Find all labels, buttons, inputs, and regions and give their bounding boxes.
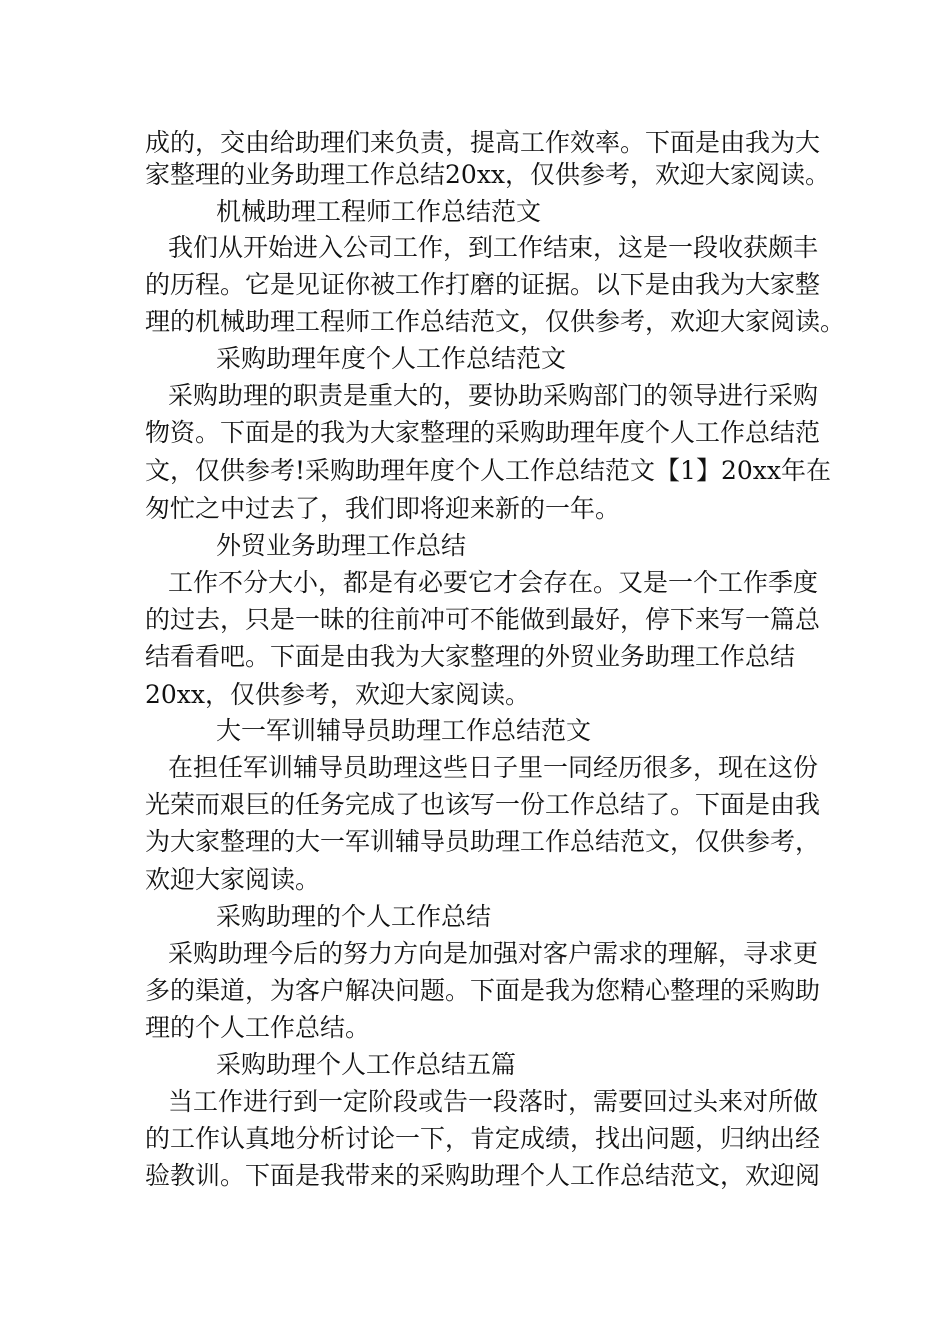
body-text-line: 成的，交由给助理们来负责，提高工作效率。下面是由我为大 [145,128,821,157]
body-text-line: 结看看吧。下面是由我为大家整理的外贸业务助理工作总结 [145,642,796,671]
body-text-line: 文，仅供参考!采购助理年度个人工作总结范文【1】20xx年在 [145,456,831,485]
body-text-line: 为大家整理的大一军训辅导员助理工作总结范文，仅供参考， [145,827,821,856]
section-heading: 外贸业务助理工作总结 [216,531,467,560]
body-text-line: 20xx，仅供参考，欢迎大家阅读。 [145,680,531,709]
body-text-line: 光荣而艰巨的任务完成了也该写一份工作总结了。下面是由我 [145,790,821,819]
body-text-line: 验教训。下面是我带来的采购助理个人工作总结范文，欢迎阅 [145,1161,821,1190]
body-text-line: 理的个人工作总结。 [145,1013,371,1042]
body-text-line: 工作不分大小，都是有必要它才会存在。又是一个工作季度 [168,568,819,597]
section-heading: 机械助理工程师工作总结范文 [216,197,542,226]
body-text-line: 多的渠道，为客户解决问题。下面是我为您精心整理的采购助 [145,976,821,1005]
body-text-line: 理的机械助理工程师工作总结范文，仅供参考，欢迎大家阅读。 [145,307,846,336]
body-text-line: 物资。下面是的我为大家整理的采购助理年度个人工作总结范 [145,418,821,447]
section-heading: 采购助理年度个人工作总结范文 [216,344,567,373]
body-text-line: 欢迎大家阅读。 [145,865,321,894]
body-text-line: 的工作认真地分析讨论一下，肯定成绩，找出问题，归纳出经 [145,1124,821,1153]
body-text-line: 家整理的业务助理工作总结20xx，仅供参考，欢迎大家阅读。 [145,160,831,189]
body-text-line: 匆忙之中过去了，我们即将迎来新的一年。 [145,494,621,523]
body-text-line: 的历程。它是见证你被工作打磨的证据。以下是由我为大家整 [145,270,821,299]
body-text-line: 在担任军训辅导员助理这些日子里一同经历很多，现在这份 [168,753,819,782]
body-text-line: 的过去，只是一昧的往前冲可不能做到最好，停下来写一篇总 [145,605,821,634]
section-heading: 大一军训辅导员助理工作总结范文 [216,716,592,745]
body-text-line: 采购助理的职责是重大的，要协助采购部门的领导进行采购 [168,381,819,410]
section-heading: 采购助理的个人工作总结 [216,902,492,931]
body-text-line: 我们从开始进入公司工作，到工作结束，这是一段收获颇丰 [168,233,819,262]
body-text-line: 采购助理今后的努力方向是加强对客户需求的理解，寻求更 [168,939,819,968]
body-text-line: 当工作进行到一定阶段或告一段落时，需要回过头来对所做 [168,1087,819,1116]
section-heading: 采购助理个人工作总结五篇 [216,1050,517,1079]
